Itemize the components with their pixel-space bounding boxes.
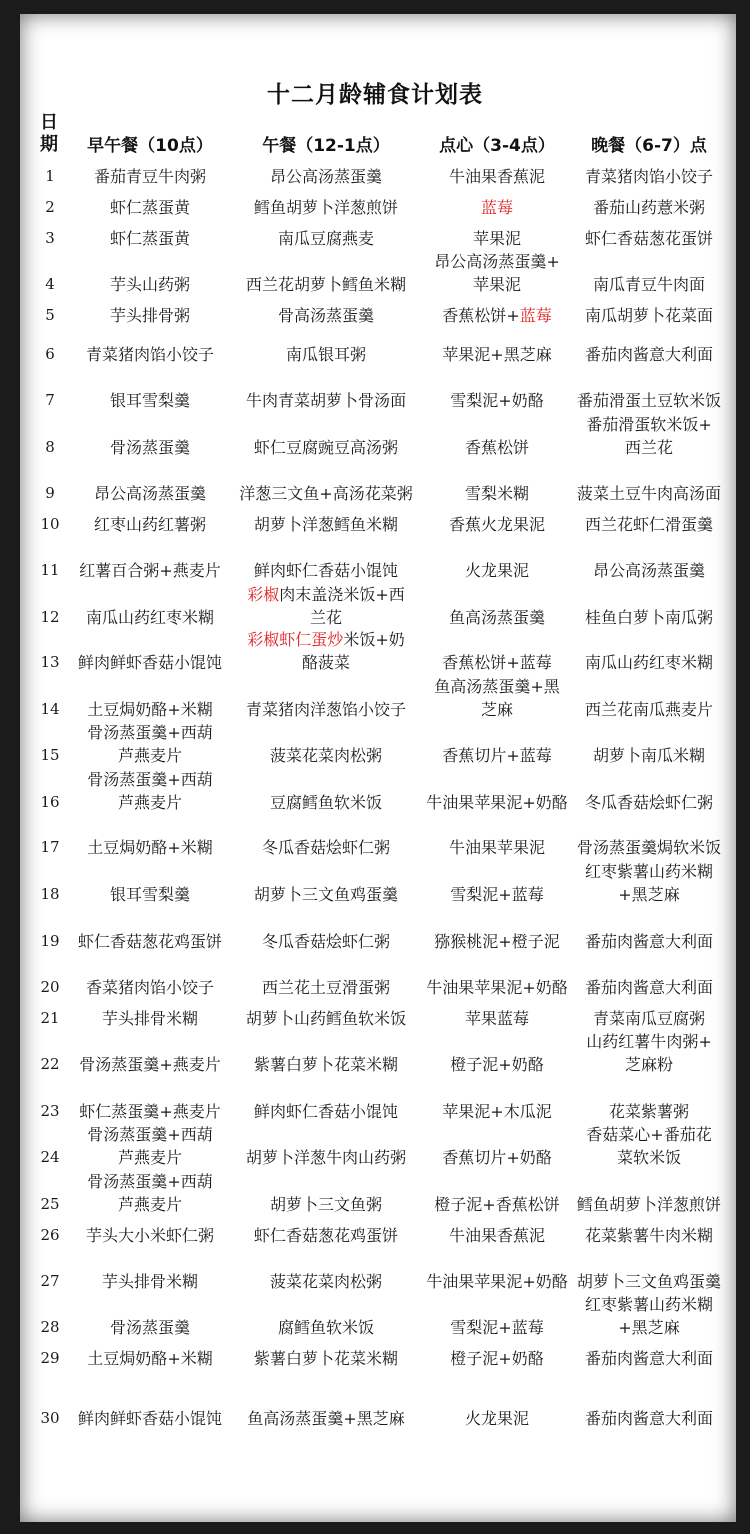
lunch-cell: 鱼高汤蒸蛋羹+黑芝麻 (247, 1409, 405, 1428)
snack-cell: 牛油果香蕉泥 (448, 167, 546, 186)
header-day: 日期 (40, 112, 58, 155)
day-number: 7 (45, 391, 55, 409)
snack-cell: 香蕉火龙果泥 (448, 515, 546, 534)
table-row (0, 1294, 750, 1340)
table-row (0, 1000, 750, 1031)
lunch-cell: 洋葱三文鱼+高汤花菜粥 (239, 484, 413, 503)
dinner-cell: 番茄肉酱意大利面 (584, 345, 714, 364)
dinner-cell: 香菇菜心+番茄花 菜软米饭 (586, 1125, 712, 1167)
snack-cell: 牛油果苹果泥+奶酪 (426, 978, 568, 997)
day-number: 17 (40, 838, 60, 856)
day-number: 24 (40, 1148, 60, 1166)
snack-cell: 香蕉切片+蓝莓 (442, 746, 552, 765)
table-row (0, 460, 750, 506)
day-number: 1 (45, 167, 55, 185)
dinner-cell: 虾仁香菇葱花蛋饼 (584, 229, 714, 248)
day-number: 18 (40, 885, 60, 903)
dinner-cell: 番茄肉酱意大利面 (584, 1349, 714, 1368)
breakfast-cell: 南瓜山药红枣米糊 (85, 608, 215, 627)
header-snack: 点心（3-4点） (439, 136, 555, 156)
lunch-cell: 紫薯白萝卜花菜米糊 (253, 1055, 399, 1074)
snack-cell: 苹果泥+黑芝麻 (442, 345, 552, 364)
breakfast-cell: 虾仁蒸蛋黄 (109, 229, 191, 248)
snack-cell: 鱼高汤蒸蛋羹 (448, 608, 546, 627)
lunch-cell: 昂公高汤蒸蛋羹 (269, 167, 383, 186)
snack-cell: 雪梨泥+蓝莓 (450, 1318, 544, 1337)
breakfast-cell: 鲜肉鲜虾香菇小馄饨 (77, 653, 223, 672)
dinner-cell: 青菜南瓜豆腐粥 (592, 1009, 706, 1028)
day-number: 27 (40, 1272, 60, 1290)
day-number: 23 (40, 1102, 60, 1120)
dinner-cell: 番茄滑蛋软米饭+ 西兰花 (586, 415, 712, 457)
breakfast-cell: 骨汤蒸蛋羹+西葫 芦燕麦片 (87, 1125, 213, 1167)
dinner-cell: 昂公高汤蒸蛋羹 (592, 561, 706, 580)
breakfast-cell: 芋头大小米虾仁粥 (85, 1226, 215, 1245)
lunch-cell: 鲜肉虾仁香菇小馄饨 (253, 1102, 399, 1121)
lunch-cell: 鳕鱼胡萝卜洋葱煎饼 (253, 198, 399, 217)
table-row (0, 1124, 750, 1170)
table-row (0, 1077, 750, 1124)
snack-cell: 鱼高汤蒸蛋羹+黑 芝麻 (434, 677, 560, 719)
day-number: 8 (45, 438, 55, 456)
snack-cell: 苹果蓝莓 (464, 1009, 530, 1028)
snack-cell: 橙子泥+奶酪 (450, 1055, 544, 1074)
breakfast-cell: 芋头排骨米糊 (101, 1009, 199, 1028)
day-number: 21 (40, 1009, 60, 1027)
lunch-cell: 腐鳕鱼软米饭 (277, 1318, 375, 1337)
header-lunch: 午餐（12-1点） (262, 136, 390, 156)
page-title: 十二月龄辅食计划表 (267, 82, 483, 108)
snack-cell: 雪梨泥+奶酪 (450, 391, 544, 410)
lunch-cell: 胡萝卜洋葱鳕鱼米糊 (253, 515, 399, 534)
table-row (0, 189, 750, 220)
snack-cell: 香蕉松饼 (464, 438, 530, 457)
snack-cell: 昂公高汤蒸蛋羹+ 苹果泥 (434, 252, 560, 294)
dinner-cell: 西兰花南瓜燕麦片 (584, 700, 714, 719)
table-row (0, 220, 750, 251)
table-row (0, 537, 750, 583)
dinner-cell: 南瓜胡萝卜花菜面 (584, 306, 714, 325)
day-number: 2 (45, 198, 55, 216)
lunch-cell: 胡萝卜洋葱牛肉山药粥 (245, 1148, 407, 1167)
day-number: 6 (45, 345, 55, 363)
breakfast-cell: 香菜猪肉馅小饺子 (85, 978, 215, 997)
breakfast-cell: 土豆焗奶酪+米糊 (87, 1349, 213, 1368)
lunch-cell: 菠菜花菜肉松粥 (269, 746, 383, 765)
dinner-cell: 菠菜土豆牛肉高汤面 (576, 484, 722, 503)
lunch-cell: 冬瓜香菇烩虾仁粥 (261, 838, 391, 857)
snack-cell: 苹果泥 (472, 229, 522, 248)
breakfast-cell: 银耳雪梨羹 (109, 885, 191, 904)
table-row (0, 1031, 750, 1077)
breakfast-cell: 骨汤蒸蛋羹 (109, 438, 191, 457)
lunch-cell: 西兰花胡萝卜鳕鱼米糊 (245, 275, 407, 294)
table-row (0, 297, 750, 328)
breakfast-cell: 骨汤蒸蛋羹 (109, 1318, 191, 1337)
breakfast-cell: 虾仁蒸蛋羹+燕麦片 (79, 1102, 221, 1121)
table-row (0, 1371, 750, 1431)
day-number: 13 (40, 653, 60, 671)
table-row (0, 158, 750, 189)
lunch-cell: 冬瓜香菇烩虾仁粥 (261, 932, 391, 951)
lunch-cell: 鲜肉虾仁香菇小馄饨 (253, 561, 399, 580)
snack-cell: 猕猴桃泥+橙子泥 (434, 932, 560, 951)
dinner-cell: 花菜紫薯粥 (608, 1102, 690, 1121)
header-breakfast: 早午餐（10点） (87, 136, 213, 156)
table-row (0, 328, 750, 367)
snack-cell: 橙子泥+奶酪 (450, 1349, 544, 1368)
header-dinner: 晚餐（6-7）点 (591, 136, 707, 156)
dinner-cell: 冬瓜香菇烩虾仁粥 (584, 793, 714, 812)
breakfast-cell: 骨汤蒸蛋羹+西葫 芦燕麦片 (87, 1172, 213, 1214)
snack-cell: 牛油果苹果泥+奶酪 (426, 793, 568, 812)
snack-cell: 蓝莓 (480, 198, 514, 217)
day-number: 3 (45, 229, 55, 247)
table-row (0, 954, 750, 1000)
snack-cell: 香蕉切片+奶酪 (442, 1148, 552, 1167)
day-number: 12 (40, 608, 60, 626)
breakfast-cell: 骨汤蒸蛋羹+西葫 芦燕麦片 (87, 770, 213, 812)
dinner-cell: 红枣紫薯山药米糊 +黑芝麻 (584, 1295, 714, 1337)
snack-cell: 牛油果香蕉泥 (448, 1226, 546, 1245)
table-row (0, 675, 750, 722)
table-row (0, 1248, 750, 1294)
day-number: 4 (45, 275, 55, 293)
table-row (0, 768, 750, 815)
lunch-cell: 南瓜豆腐燕麦 (277, 229, 375, 248)
dinner-cell: 番茄肉酱意大利面 (584, 1409, 714, 1428)
dinner-cell: 胡萝卜三文鱼鸡蛋羹 (576, 1272, 722, 1291)
breakfast-cell: 青菜猪肉馅小饺子 (85, 345, 215, 364)
table-row (0, 907, 750, 954)
lunch-cell: 骨高汤蒸蛋羹 (277, 306, 375, 325)
day-number: 30 (40, 1409, 60, 1427)
table-row (0, 722, 750, 768)
day-number: 11 (40, 561, 60, 579)
day-number: 5 (45, 306, 55, 324)
dinner-cell: 花菜紫薯牛肉米糊 (584, 1226, 714, 1245)
lunch-cell: 牛肉青菜胡萝卜骨汤面 (245, 391, 407, 410)
day-number: 15 (40, 746, 60, 764)
breakfast-cell: 芋头山药粥 (109, 275, 191, 294)
lunch-cell: 彩椒虾仁蛋炒米饭+奶 酪菠菜 (247, 630, 405, 672)
breakfast-cell: 虾仁香菇葱花鸡蛋饼 (77, 932, 223, 951)
dinner-cell: 南瓜青豆牛肉面 (592, 275, 706, 294)
snack-cell: 牛油果苹果泥 (448, 838, 546, 857)
breakfast-cell: 芋头排骨米糊 (101, 1272, 199, 1291)
day-number: 9 (45, 484, 55, 502)
lunch-cell: 菠菜花菜肉松粥 (269, 1272, 383, 1291)
lunch-cell: 南瓜银耳粥 (285, 345, 367, 364)
table-row (0, 251, 750, 297)
snack-cell: 火龙果泥 (464, 561, 530, 580)
snack-cell: 牛油果苹果泥+奶酪 (426, 1272, 568, 1291)
dinner-cell: 西兰花虾仁滑蛋羹 (584, 515, 714, 534)
table-row (0, 506, 750, 537)
lunch-cell: 胡萝卜三文鱼鸡蛋羹 (253, 885, 399, 904)
breakfast-cell: 鲜肉鲜虾香菇小馄饨 (77, 1409, 223, 1428)
snack-cell: 苹果泥+木瓜泥 (442, 1102, 552, 1121)
day-number: 16 (40, 793, 60, 811)
dinner-cell: 鳕鱼胡萝卜洋葱煎饼 (576, 1195, 722, 1214)
table-row (0, 1217, 750, 1248)
snack-cell: 橙子泥+香蕉松饼 (434, 1195, 560, 1214)
snack-cell: 香蕉松饼+蓝莓 (442, 306, 552, 325)
dinner-cell: 番茄山药薏米粥 (592, 198, 706, 217)
table-row (0, 413, 750, 460)
snack-cell: 雪梨泥+蓝莓 (450, 885, 544, 904)
day-number: 26 (40, 1226, 60, 1244)
lunch-cell: 西兰花土豆滑蛋粥 (261, 978, 391, 997)
table-row (0, 860, 750, 907)
table-row (0, 367, 750, 413)
breakfast-cell: 红枣山药红薯粥 (93, 515, 207, 534)
breakfast-cell: 虾仁蒸蛋黄 (109, 198, 191, 217)
breakfast-cell: 银耳雪梨羹 (109, 391, 191, 410)
breakfast-cell: 番茄青豆牛肉粥 (93, 167, 207, 186)
lunch-cell: 青菜猪肉洋葱馅小饺子 (245, 700, 407, 719)
dinner-cell: 番茄肉酱意大利面 (584, 978, 714, 997)
dinner-cell: 骨汤蒸蛋羹焗软米饭 (576, 838, 722, 857)
dinner-cell: 胡萝卜南瓜米糊 (592, 746, 706, 765)
lunch-cell: 胡萝卜山药鳕鱼软米饭 (245, 1009, 407, 1028)
day-number: 14 (40, 700, 60, 718)
snack-cell: 火龙果泥 (464, 1409, 530, 1428)
dinner-cell: 番茄滑蛋土豆软米饭 (576, 391, 722, 410)
lunch-cell: 胡萝卜三文鱼粥 (269, 1195, 383, 1214)
lunch-cell: 豆腐鳕鱼软米饭 (269, 793, 383, 812)
day-number: 29 (40, 1349, 60, 1367)
breakfast-cell: 土豆焗奶酪+米糊 (87, 700, 213, 719)
dinner-cell: 番茄肉酱意大利面 (584, 932, 714, 951)
snack-cell: 香蕉松饼+蓝莓 (442, 653, 552, 672)
table-row (0, 630, 750, 675)
dinner-cell: 山药红薯牛肉粥+ 芝麻粉 (586, 1032, 712, 1074)
day-number: 19 (40, 932, 60, 950)
dinner-cell: 红枣紫薯山药米糊 +黑芝麻 (584, 862, 714, 904)
table-row (0, 583, 750, 630)
snack-cell: 雪梨米糊 (464, 484, 530, 503)
breakfast-cell: 骨汤蒸蛋羹+西葫 芦燕麦片 (87, 723, 213, 765)
lunch-cell: 虾仁香菇葱花鸡蛋饼 (253, 1226, 399, 1245)
day-number: 20 (40, 978, 60, 996)
day-number: 22 (40, 1055, 60, 1073)
dinner-cell: 桂鱼白萝卜南瓜粥 (584, 608, 714, 627)
table-row (0, 815, 750, 860)
lunch-cell: 紫薯白萝卜花菜米糊 (253, 1349, 399, 1368)
lunch-cell: 虾仁豆腐豌豆高汤粥 (253, 438, 399, 457)
dinner-cell: 青菜猪肉馅小饺子 (584, 167, 714, 186)
breakfast-cell: 土豆焗奶酪+米糊 (87, 838, 213, 857)
breakfast-cell: 红薯百合粥+燕麦片 (79, 561, 221, 580)
dinner-cell: 南瓜山药红枣米糊 (584, 653, 714, 672)
table-row (0, 1340, 750, 1371)
breakfast-cell: 骨汤蒸蛋羹+燕麦片 (79, 1055, 221, 1074)
table-row (0, 1170, 750, 1217)
day-number: 10 (40, 515, 60, 533)
day-number: 25 (40, 1195, 60, 1213)
breakfast-cell: 昂公高汤蒸蛋羹 (93, 484, 207, 503)
breakfast-cell: 芋头排骨粥 (109, 306, 191, 325)
lunch-cell: 彩椒肉末盖浇米饭+西 兰花 (247, 585, 405, 627)
day-number: 28 (40, 1318, 60, 1336)
